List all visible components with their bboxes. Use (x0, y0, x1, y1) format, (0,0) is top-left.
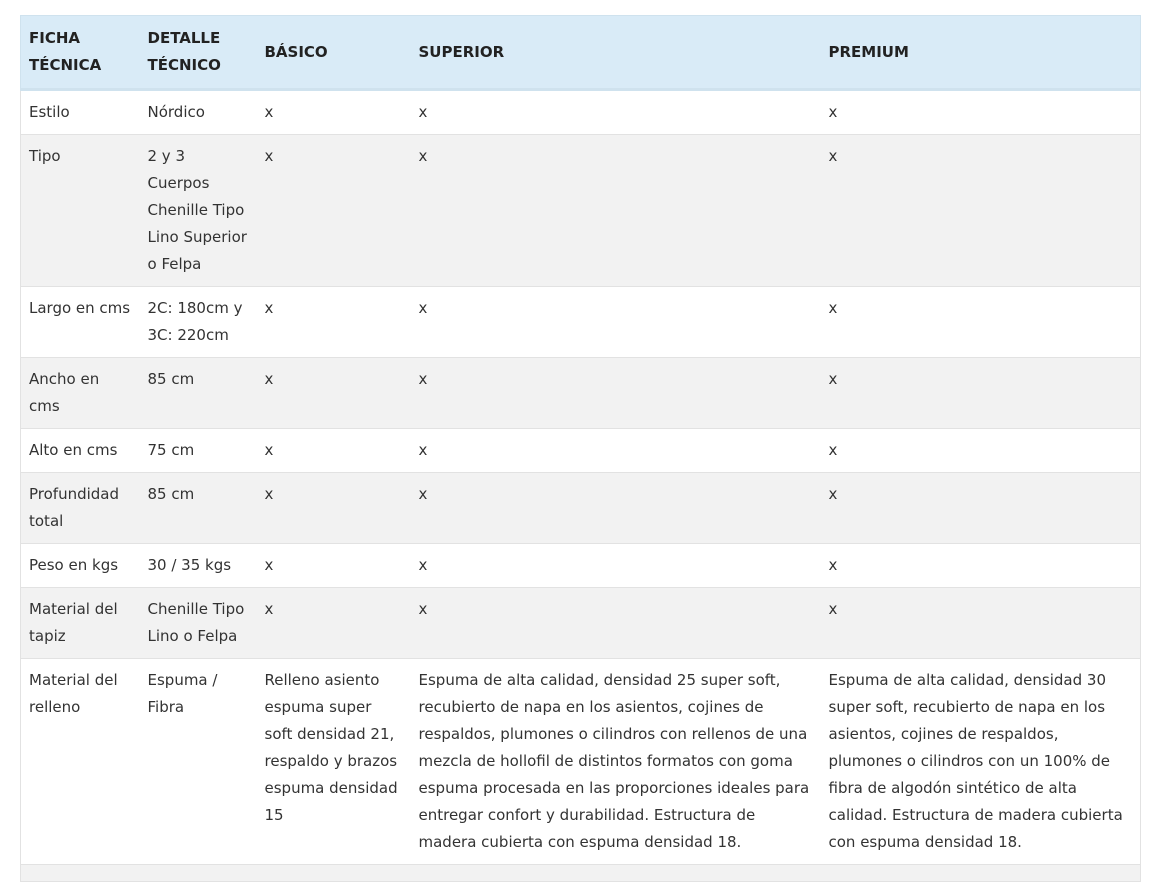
row-detail: 2 y 3 Cuerpos Chenille Tipo Lino Superior o Felpa (140, 135, 257, 287)
row-basico (257, 865, 411, 882)
table-row (21, 473, 1141, 544)
table-row (21, 544, 1141, 588)
row-detail: 85 cm (140, 473, 257, 544)
header-row (21, 16, 1141, 90)
row-label (21, 865, 140, 882)
row-basico: x (257, 90, 411, 135)
row-superior: x (411, 429, 821, 473)
header-basico: BÁSICO (257, 16, 411, 90)
row-premium: x (821, 358, 1141, 429)
table-row (21, 865, 1141, 882)
row-premium: x (821, 544, 1141, 588)
row-premium: x (821, 90, 1141, 135)
row-superior: x (411, 544, 821, 588)
spec-table (20, 15, 1141, 882)
row-premium: x (821, 135, 1141, 287)
row-detail: 85 cm (140, 358, 257, 429)
row-premium: x (821, 473, 1141, 544)
table-header (21, 16, 1141, 90)
row-basico: Relleno asiento espuma super soft densidad 21, respaldo y brazos espuma densidad 15 (257, 659, 411, 865)
row-superior: x (411, 588, 821, 659)
row-label: Material del relleno (21, 659, 140, 865)
row-premium: x (821, 287, 1141, 358)
row-premium: Espuma de alta calidad, densidad 30 super soft, recubierto de napa en los asientos, cojines de respaldos, plumones o cilindros con un 100% de fibra de algodón sintético de alta calidad. Estructura de madera cubierta con espuma densidad 18. (821, 659, 1141, 865)
table-row (21, 659, 1141, 865)
row-label: Profundidad total (21, 473, 140, 544)
table-row (21, 287, 1141, 358)
row-detail: 75 cm (140, 429, 257, 473)
row-detail: 30 / 35 kgs (140, 544, 257, 588)
header-detalle-tecnico: DETALLE TÉCNICO (140, 16, 257, 90)
row-superior: x (411, 90, 821, 135)
header-ficha-tecnica: FICHA TÉCNICA (21, 16, 140, 90)
row-superior: x (411, 473, 821, 544)
row-label: Tipo (21, 135, 140, 287)
row-label: Alto en cms (21, 429, 140, 473)
row-label: Largo en cms (21, 287, 140, 358)
row-label: Peso en kgs (21, 544, 140, 588)
row-premium: x (821, 588, 1141, 659)
row-basico: x (257, 473, 411, 544)
row-label: Estilo (21, 90, 140, 135)
row-basico: x (257, 358, 411, 429)
table-row (21, 429, 1141, 473)
table-row (21, 588, 1141, 659)
row-superior: x (411, 358, 821, 429)
row-detail: Chenille Tipo Lino o Felpa (140, 588, 257, 659)
row-label: Ancho en cms (21, 358, 140, 429)
row-superior: Espuma de alta calidad, densidad 25 super soft, recubierto de napa en los asientos, cojines de respaldos, plumones o cilindros con rellenos de una mezcla de hollofil de distintos formatos con goma espuma procesada en las proporciones ideales para entregar confort y durabilidad. Estructura de madera cubierta con espuma densidad 18. (411, 659, 821, 865)
row-detail (140, 865, 257, 882)
header-premium: PREMIUM (821, 16, 1141, 90)
row-basico: x (257, 135, 411, 287)
row-detail: Espuma / Fibra (140, 659, 257, 865)
row-premium (821, 865, 1141, 882)
table-row (21, 90, 1141, 135)
row-superior: x (411, 135, 821, 287)
row-detail: 2C: 180cm y 3C: 220cm (140, 287, 257, 358)
row-basico: x (257, 429, 411, 473)
row-premium: x (821, 429, 1141, 473)
row-superior (411, 865, 821, 882)
table-row (21, 358, 1141, 429)
row-basico: x (257, 588, 411, 659)
row-label: Material del tapiz (21, 588, 140, 659)
table-body (21, 90, 1141, 882)
row-basico: x (257, 544, 411, 588)
row-detail: Nórdico (140, 90, 257, 135)
header-superior: SUPERIOR (411, 16, 821, 90)
table-row (21, 135, 1141, 287)
row-basico: x (257, 287, 411, 358)
row-superior: x (411, 287, 821, 358)
